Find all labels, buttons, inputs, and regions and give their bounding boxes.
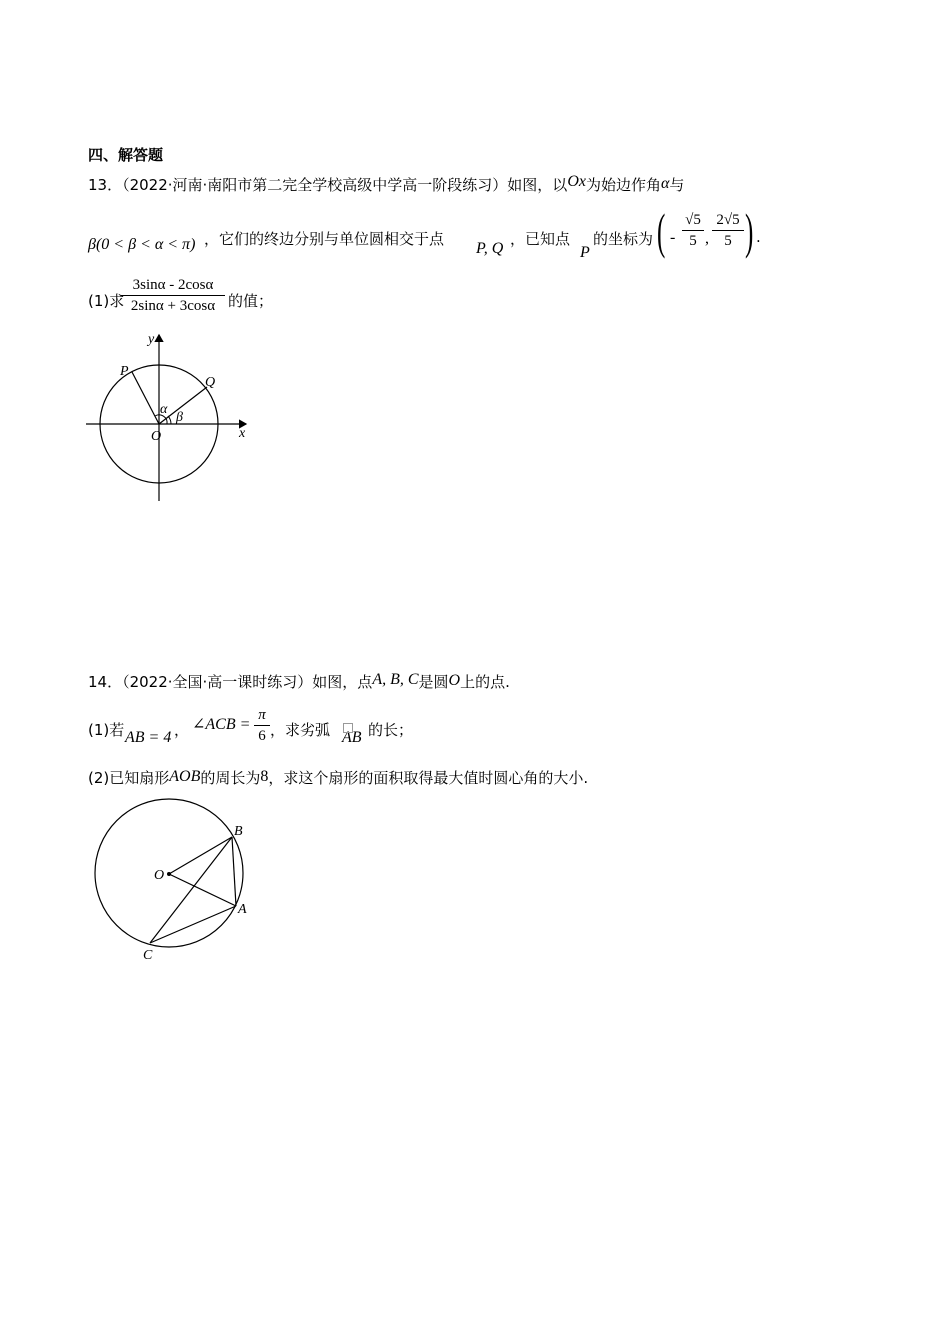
q13-number: 13．: [88, 176, 123, 194]
label-o: O: [151, 429, 162, 444]
q14-text-a: 是圆: [418, 673, 449, 691]
q14-part1-suffix: 的长；: [368, 721, 414, 739]
q14-aob: AOB: [169, 768, 201, 785]
label-alpha: α: [160, 402, 168, 417]
segment-ac: [150, 906, 236, 943]
q13-part1-fraction: 3sinα - 2cosα 2sinα + 3cosα: [121, 275, 225, 316]
q13-text-c: ，它们的终边分别与单位圆相交于点: [204, 230, 445, 248]
q13-pq: P, Q: [476, 240, 504, 257]
q14-circle-figure: [88, 795, 258, 970]
q14-eight: 8: [260, 768, 269, 785]
center-point: [167, 872, 171, 876]
q14-part1-mid: ，求劣弧: [270, 721, 331, 739]
q13-text-b: 与: [669, 176, 685, 194]
q14-o: O: [448, 672, 461, 689]
q14-pi-over-6: π 6: [254, 705, 270, 746]
q13-alpha: α: [660, 175, 670, 192]
label-c: C: [143, 948, 153, 963]
arc-symbol-icon: [343, 723, 353, 733]
label-p: P: [120, 364, 129, 379]
terminal-side-p: [132, 372, 159, 424]
q13-period: .: [756, 228, 761, 246]
q13-unit-circle-figure: [80, 325, 260, 505]
q14-source: （2022·全国·高一课时练习）如图，点: [122, 673, 373, 691]
q13-ox: Ox: [567, 173, 586, 190]
segment-oa: [169, 874, 236, 906]
label-x: x: [239, 426, 246, 441]
label-q: Q: [205, 375, 216, 390]
q13-part1-prefix: (1)求: [88, 292, 125, 310]
q13-beta-condition: β(0 < β < α < π): [88, 236, 196, 253]
q14-part2-line: (2)已知扇形AOB的周长为8，求这个扇形的面积取得最大值时圆心角的大小.: [88, 768, 589, 787]
q14-ab-eq: AB = 4: [125, 729, 172, 746]
q14-number: 14．: [88, 673, 123, 691]
label-a: A: [238, 902, 247, 917]
q13-source: （2022·河南·南阳市第二完全学校高级中学高一阶段练习）如图，以: [122, 176, 568, 194]
q13-coord-frac1: √5 5: [682, 210, 704, 251]
label-b: B: [234, 824, 243, 839]
q13-line1: [88, 174, 684, 195]
q14-comma: ，: [174, 721, 190, 739]
segment-ob: [169, 837, 232, 874]
q14-abc: A, B, C: [372, 671, 419, 688]
q14-part1-prefix: (1)若: [88, 721, 125, 739]
q14-text-b: 上的点.: [460, 673, 510, 691]
q13-text-d: ，已知点: [510, 230, 571, 248]
segment-ab: [232, 837, 236, 906]
q13-coord-frac2: 2√5 5: [712, 210, 744, 251]
q13-text-a: 为始边作角: [585, 176, 661, 194]
label-o: O: [154, 868, 165, 883]
q14-angle: ∠ACB =: [192, 716, 251, 733]
q13-text-e: 的坐标为: [593, 230, 654, 248]
q13-p: P: [580, 244, 590, 261]
q13-coord-comma: ,: [705, 230, 709, 247]
q14-line1: [88, 671, 510, 692]
section-title: 四、解答题: [88, 146, 164, 164]
q14-arc-ab: AB: [342, 729, 362, 746]
q13-part1-suffix: 的值；: [228, 292, 274, 310]
q13-coord-neg: -: [670, 229, 676, 246]
label-y: y: [148, 332, 155, 347]
label-beta: β: [176, 410, 183, 425]
